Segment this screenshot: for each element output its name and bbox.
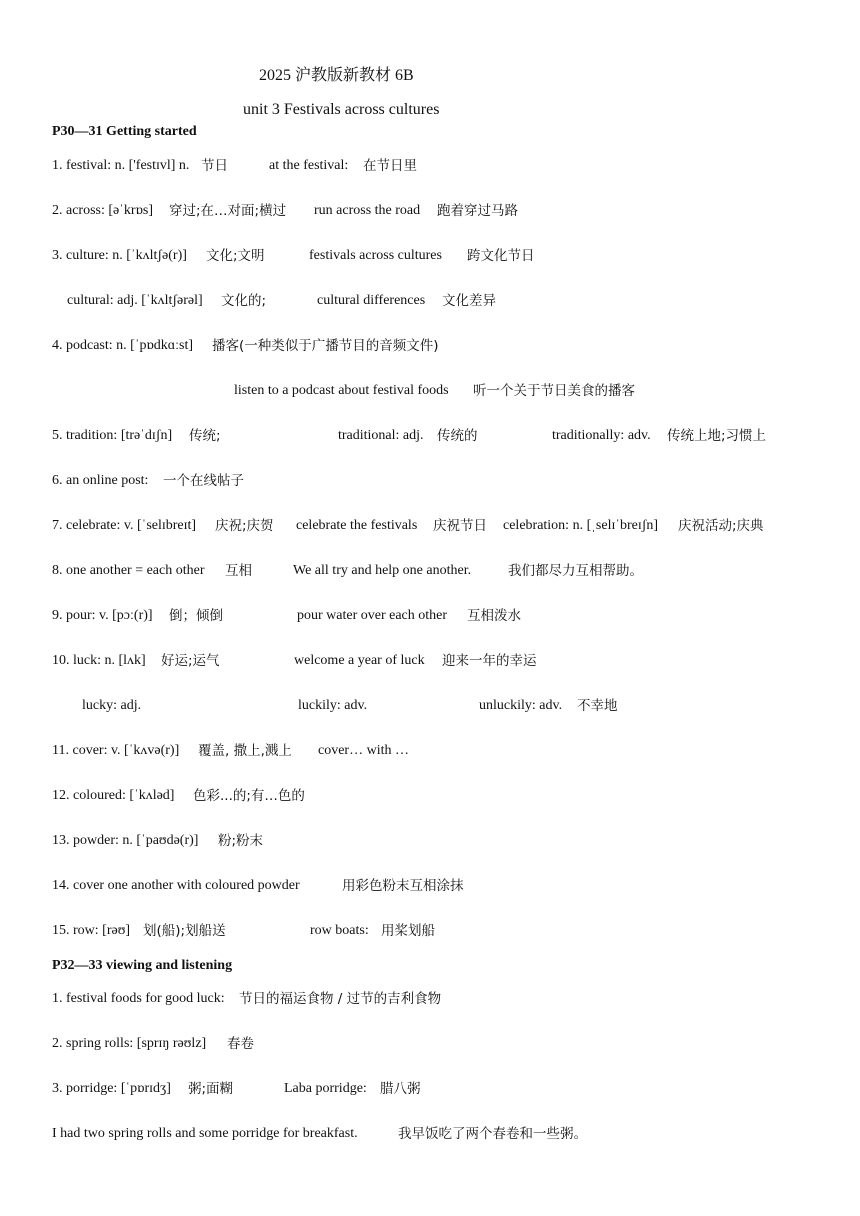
vocab-related-word: traditionally: adv. (552, 428, 651, 443)
vocab-phrase-meaning: 用桨划船 (381, 923, 435, 939)
vocab-phrase-meaning: 文化差异 (442, 293, 496, 309)
vocab-phrase-meaning: 听一个关于节日美食的播客 (473, 383, 635, 399)
vocab-entry: 1. festival: n. ['festɪvl] n. (52, 158, 190, 173)
vocab-meaning: 春卷 (227, 1036, 254, 1052)
example-sentence-chinese: 我早饭吃了两个春卷和一些粥。 (398, 1126, 587, 1142)
vocab-meaning: 文化;文明 (206, 248, 265, 264)
vocab-related-meaning: 传统上地;习惯上 (667, 428, 767, 444)
vocab-entry: 9. pour: v. [pɔː(r)] (52, 608, 153, 623)
vocab-meaning: 节日 (201, 158, 228, 174)
vocab-phrase: cultural differences (317, 293, 426, 308)
vocab-meaning: 好运;运气 (161, 653, 220, 669)
vocab-entry: 3. culture: n. [ˈkʌltʃə(r)] (52, 248, 187, 263)
vocab-entry: 10. luck: n. [lʌk] (52, 653, 146, 668)
vocab-meaning: 粥;面糊 (188, 1081, 234, 1097)
vocab-related-word: lucky: adj. (82, 698, 142, 713)
vocab-entry: 11. cover: v. [ˈkʌvə(r)] (52, 743, 180, 758)
vocab-phrase-meaning: 迎来一年的幸运 (442, 653, 537, 669)
vocab-meaning: 庆祝;庆贺 (215, 518, 274, 534)
vocab-phrase: pour water over each other (297, 608, 448, 623)
example-sentence-english: I had two spring rolls and some porridge for breakfast. (52, 1126, 358, 1141)
vocab-entry: 2. across: [əˈkrɒs] (52, 203, 154, 218)
document-title: 2025 沪教版新教材 6B (259, 67, 414, 84)
vocab-phrase: cover… with … (318, 743, 409, 758)
vocab-entry: 8. one another = each other (52, 563, 205, 578)
vocab-phrase-meaning: 跨文化节日 (467, 248, 535, 264)
vocab-phrase-meaning: 互相泼水 (467, 608, 521, 624)
vocab-example-meaning: 我们都尽力互相帮助。 (508, 563, 643, 579)
vocab-meaning: 穿过;在…对面;横过 (169, 203, 287, 219)
vocab-meaning: 色彩...的;有…色的 (193, 788, 305, 804)
vocab-meaning: 播客(一种类似于广播节目的音频文件) (212, 338, 439, 354)
vocab-related-word: unluckily: adv. (479, 698, 563, 713)
vocab-meaning: 覆盖, 撒上,溅上 (198, 743, 292, 759)
vocab-phrase: celebrate the festivals (296, 518, 418, 533)
vocab-entry: 13. powder: n. [ˈpaʊdə(r)] (52, 833, 199, 848)
vocab-entry: 5. tradition: [trəˈdɪʃn] (52, 428, 173, 443)
vocab-related-word: traditional: adj. (338, 428, 424, 443)
vocab-related-meaning: 传统的 (437, 428, 478, 444)
section-heading-viewing-listening: P32—33 viewing and listening (52, 958, 233, 973)
vocab-phrase-meaning: 在节日里 (363, 158, 417, 174)
vocab-phrase: welcome a year of luck (294, 653, 425, 668)
section-heading-getting-started: P30—31 Getting started (52, 124, 197, 139)
vocab-phrase: festivals across cultures (309, 248, 442, 263)
vocab-meaning: 划(船);划船送 (143, 923, 226, 939)
vocab-entry: 14. cover one another with coloured powder (52, 878, 300, 893)
vocab-related-word: luckily: adv. (298, 698, 368, 713)
vocab-entry: 4. podcast: n. [ˈpɒdkɑːst] (52, 338, 194, 353)
vocab-related-meaning: 不幸地 (577, 698, 618, 714)
vocab-meaning: 传统; (189, 428, 221, 444)
vocab-meaning: 文化的; (221, 293, 267, 309)
vocab-entry: cultural: adj. [ˈkʌltʃərəl] (67, 293, 203, 308)
vocab-phrase: at the festival: (269, 158, 349, 173)
vocab-entry: 1. festival foods for good luck: (52, 991, 225, 1006)
vocab-entry: 6. an online post: (52, 473, 149, 488)
unit-title: unit 3 Festivals across cultures (243, 101, 440, 118)
vocab-meaning: 一个在线帖子 (163, 473, 244, 489)
vocab-meaning: 用彩色粉末互相涂抹 (342, 878, 464, 894)
vocab-phrase: row boats: (310, 923, 369, 938)
vocab-related-meaning: 庆祝活动;庆典 (678, 518, 764, 534)
vocab-phrase: run across the road (314, 203, 421, 218)
vocab-entry: 15. row: [rəʊ] (52, 923, 131, 938)
vocab-entry: 3. porridge: [ˈpɒrɪdʒ] (52, 1081, 171, 1096)
vocab-entry: 7. celebrate: v. [ˈselɪbreɪt] (52, 518, 197, 533)
vocab-meaning: 节日的福运食物 / 过节的吉利食物 (239, 991, 442, 1007)
vocab-meaning: 倒；倾倒 (169, 608, 223, 624)
vocab-meaning: 粉;粉末 (218, 833, 264, 849)
vocab-phrase-meaning: 腊八粥 (380, 1081, 421, 1097)
vocab-phrase-meaning: 庆祝节日 (433, 518, 487, 534)
vocab-phrase-meaning: 跑着穿过马路 (437, 203, 518, 219)
vocab-entry: 12. coloured: [ˈkʌləd] (52, 788, 175, 803)
vocab-meaning: 互相 (225, 563, 252, 579)
vocab-related-word: celebration: n. [ˌselɪˈbreɪʃn] (503, 518, 659, 533)
vocab-entry: 2. spring rolls: [sprɪŋ rəʊlz] (52, 1036, 207, 1051)
vocab-example: We all try and help one another. (293, 563, 472, 578)
vocab-phrase: listen to a podcast about festival foods (234, 383, 449, 398)
vocab-phrase: Laba porridge: (284, 1081, 367, 1096)
